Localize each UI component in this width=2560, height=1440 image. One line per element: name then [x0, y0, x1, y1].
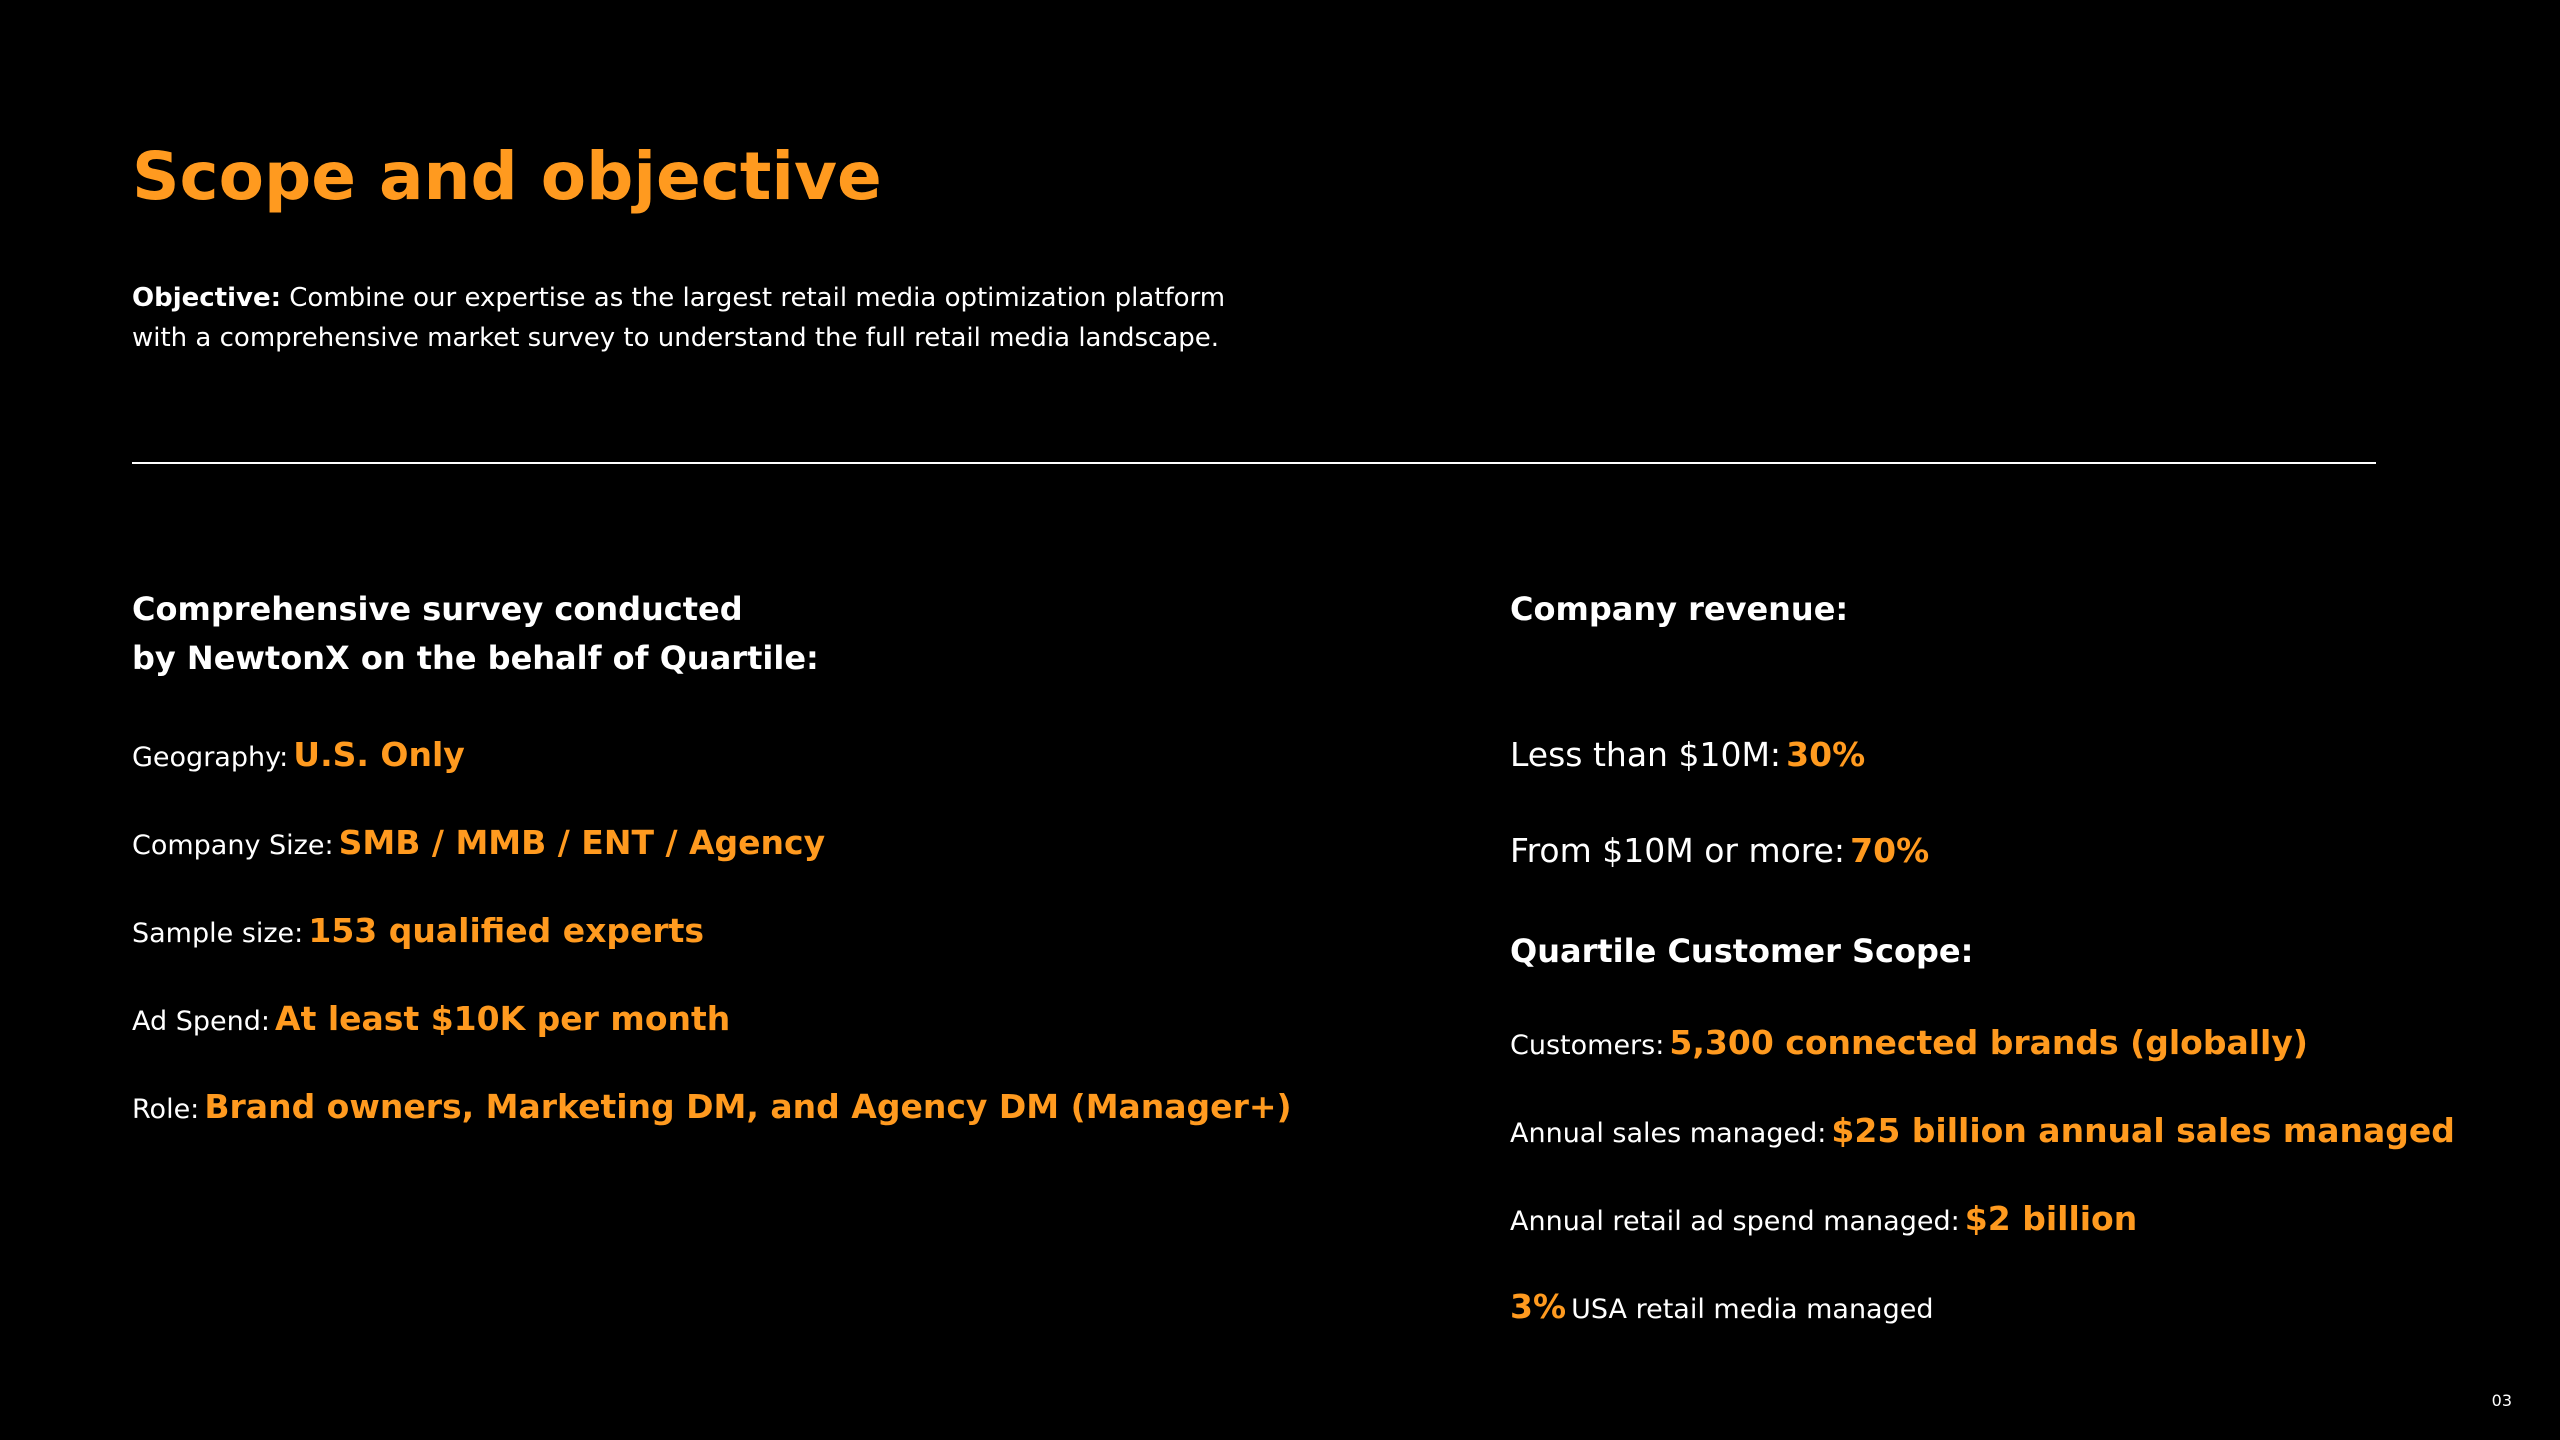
survey-item-label: Company Size: — [132, 830, 334, 861]
survey-item-label: Role: — [132, 1094, 200, 1125]
survey-item-label: Geography: — [132, 742, 289, 773]
revenue-item-label: From $10M or more: — [1510, 831, 1846, 870]
scope-item-annual-sales — [1510, 1111, 2455, 1150]
objective-line-2: with a comprehensive market survey to understand the full retail media landscape. — [132, 323, 1220, 353]
survey-item-value: At least $10K per month — [275, 999, 731, 1038]
survey-heading-line-1: Comprehensive survey conducted — [132, 590, 743, 628]
objective-line-1: Combine our expertise as the largest retail media optimization platform — [289, 283, 1226, 313]
revenue-item-10m-plus — [1510, 831, 1929, 870]
scope-item-label: USA retail media managed — [1571, 1294, 1934, 1325]
scope-item-value: $25 billion annual sales managed — [1831, 1111, 2455, 1150]
scope-item-ad-spend — [1510, 1199, 2137, 1238]
survey-item-value: 153 qualified experts — [308, 911, 705, 950]
survey-section — [132, 585, 1382, 1126]
scope-item-usa-share — [1510, 1287, 1934, 1326]
divider — [132, 462, 2376, 464]
scope-item-customers — [1510, 1023, 2308, 1062]
survey-heading-line-2: by NewtonX on the behalf of Quartile: — [132, 639, 819, 677]
survey-item-label: Ad Spend: — [132, 1006, 270, 1037]
survey-item-company-size — [132, 823, 825, 862]
revenue-item-value: 70% — [1850, 831, 1930, 870]
survey-item-sample-size — [132, 911, 704, 950]
survey-item-value: SMB / MMB / ENT / Agency — [338, 823, 826, 862]
scope-item-value: 3% — [1510, 1287, 1567, 1326]
objective-text — [132, 278, 1282, 358]
revenue-item-under-10m — [1510, 735, 1865, 774]
page-title: Scope and objective — [132, 138, 882, 215]
revenue-section — [1510, 585, 2510, 1326]
scope-item-label: Customers: — [1510, 1030, 1665, 1061]
revenue-item-value: 30% — [1786, 735, 1866, 774]
survey-item-value: U.S. Only — [293, 735, 465, 774]
objective-lead: Objective: — [132, 283, 281, 313]
revenue-heading: Company revenue: — [1510, 590, 1849, 628]
scope-item-label: Annual sales managed: — [1510, 1118, 1827, 1149]
survey-item-geography — [132, 735, 465, 774]
survey-item-value: Brand owners, Marketing DM, and Agency DM (Manager+) — [204, 1087, 1292, 1126]
scope-item-value: $2 billion — [1964, 1199, 2138, 1238]
page-number: 03 — [2491, 1391, 2512, 1410]
scope-item-label: Annual retail ad spend managed: — [1510, 1206, 1960, 1237]
survey-item-label: Sample size: — [132, 918, 304, 949]
revenue-item-label: Less than $10M: — [1510, 735, 1782, 774]
quartile-scope-heading: Quartile Customer Scope: — [1510, 932, 1974, 970]
survey-heading — [132, 585, 1382, 683]
survey-item-role — [132, 1087, 1292, 1126]
survey-item-ad-spend — [132, 999, 730, 1038]
scope-item-value: 5,300 connected brands (globally) — [1669, 1023, 2308, 1062]
